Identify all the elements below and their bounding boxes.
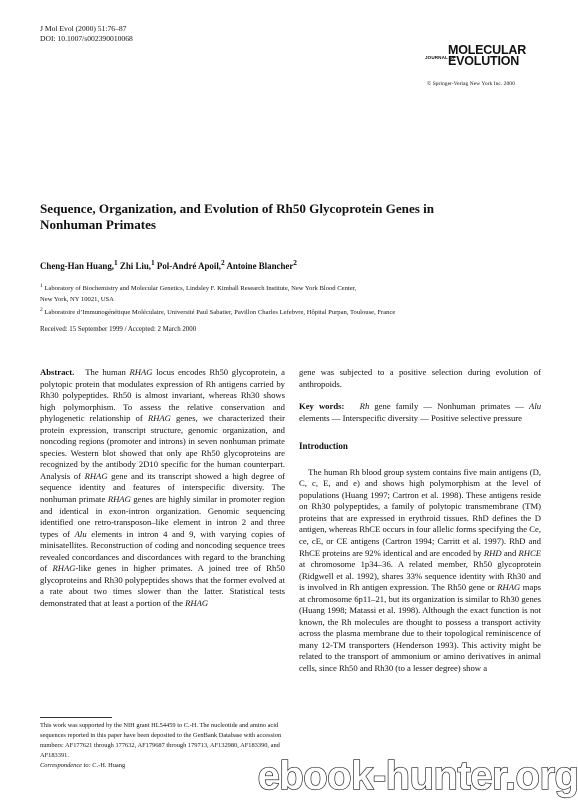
keywords-label: Key words: (299, 401, 345, 412)
intro-text: at chromosome 1p34–36. A related member, Rh50 glycoprotein (Ridgwell et al. 1992), shares 33% sequence identity with Rh30 and is involved in Rh antigen expression. The Rh50 gene or (299, 559, 541, 593)
correspondence-label: Correspondence to: (40, 762, 91, 769)
author-name: Cheng-Han Huang, (40, 260, 114, 271)
gene-name: RHAG (185, 597, 209, 608)
introduction-heading: Introduction (299, 441, 348, 452)
title-line: Nonhuman Primates (40, 217, 157, 232)
gene-name: RHAG (129, 367, 153, 377)
affiliation-marker: 1 (151, 258, 155, 267)
gene-name: RHAG (52, 563, 76, 574)
title-line: Sequence, Organization, and Evolution of Rh50 Glycoprotein Genes in (40, 201, 435, 216)
abstract-label: Abstract. (40, 367, 75, 377)
logo-journal-of: JOURNAL OF (425, 55, 456, 60)
correspondence (40, 761, 286, 771)
logo-word-molecular: MOLECULAR (448, 43, 527, 57)
affiliation-1-cont: New York, NY 10021, USA (40, 296, 114, 304)
footnote-divider (40, 717, 112, 718)
introduction-body (299, 467, 541, 675)
journal-citation (40, 24, 133, 44)
gene-name: RHAG (497, 582, 521, 593)
received-dates: Received: 15 September 1999 / Accepted: 2 March 2000 (40, 326, 197, 333)
funding-note: This work was supported by the NIH grant HL54459 to C.-H. The nucleotide and amino acid sequences reported in this paper have been deposited to the GenBank Database with accession numbers: AF177621 through 177632, AF179687 through 179713, AF132980, AF183390, and AF183391. (40, 722, 282, 759)
abstract (40, 367, 285, 609)
abstract-text: locus encodes Rh50 glycoprotein, a polytopic protein that modulates expression of Rh antigens carried by Rh30 polypeptides. Rh50 is almost invariant, whereas Rh30 shows high polymorphism. To assess the relative conservation and phylogenetic relationship of (40, 367, 285, 424)
right-column (299, 367, 541, 675)
intro-text: The human Rh blood group system contains five main antigens (D, C, c, E, and e) and shows high polymorphism at the level of populations (Huang 1997; Cartron et al. 1998). These antigens reside on Rh30 polypeptides, a family of polytopic transmembrane (TM) proteins that are expressed in erythroid tissues. RhD defines the D antigen, whereas RhCE occurs in four allelic forms specifying the Ce, ce, cE, or CE antigens (Cartron 1994; Carritt et al. 1997). RhD and RhCE proteins are 92% identical and are encoded by (299, 466, 542, 558)
affiliation-marker: 1 (113, 258, 118, 267)
affiliation-marker: 2 (221, 258, 225, 267)
gene-name: RHD (483, 547, 502, 558)
intro-text: maps at chromosome 6p11–21, but its organization is similar to Rh30 genes (Huang 1998; Matassi et al. 1998). Although the exact function is not known, the Rh molecules are thought to possess a transport activity across the plasma membrane due to their topological reminiscence of many 12-TM transporters (Henderson 1993). This activity might be related to the transport of ammonium or amino derivatives in animal cells, since Rh50 and Rh30 (to a lesser degree) show a (299, 582, 541, 674)
logo-word-evolution: EVOLUTION (448, 54, 520, 68)
affiliation-1 (40, 281, 540, 294)
watermark-text: ebook-hunter.org (258, 754, 578, 798)
gene-name: RHAG (107, 494, 131, 505)
abstract-text: genes, we characterized their protein expression, transcript structure, genomic organization, and noncoding regions (promoter and introns) in seven nonhuman primate species. Western blot showed that only ape Rh50 glycoproteins are recognized by the antibody 2D10 specific for the human counterpart. Analysis of (40, 413, 285, 481)
keyword-term: Alu (529, 401, 542, 412)
affiliation-text: Laboratory of Biochemistry and Molecular Genetics, Lindsley F. Kimball Research Institute, New York Blood Center, (44, 285, 357, 293)
affiliation-2 (40, 305, 540, 318)
author-name: Pol-André Apoil, (156, 260, 222, 271)
affiliation-text: Laboratoire d’Immunogénétique Moléculaire, Université Paul Sabatier, Pavillon Charles Lefebvre, Hôpital Purpan, Toulouse, France (44, 309, 396, 317)
abstract-text: genes are highly similar in promoter region and identical in exon-intron organization. Genomic sequencing identified one retro-transposon–like element in intron 2 and three types of (40, 494, 285, 539)
copyright-notice: © Springer-Verlag New York Inc. 2000 (427, 81, 515, 87)
author-name: Zhi Liu, (119, 260, 151, 271)
affiliations (40, 281, 540, 318)
correspondence-name: C.-H. Huang (90, 762, 126, 769)
gene-name: RHAG (147, 413, 171, 424)
keyword-term: Rh (359, 401, 370, 412)
affiliation-marker: 1 (40, 283, 43, 289)
gene-name: RHCE (518, 547, 541, 558)
abstract-text: gene and its transcript showed a high degree of sequence identity and features of interspecific diversity. The nonhuman primate (40, 470, 286, 505)
keywords (299, 401, 541, 424)
watermark (258, 733, 578, 810)
abstract-continuation: gene was subjected to a positive selection during evolution of anthropoids. (299, 367, 541, 389)
author-name: Antoine Blancher (226, 260, 294, 271)
doi-line: DOI: 10.1007/s002390010068 (40, 34, 133, 43)
keywords-text: elements — Interspecific diversity — Positive selective pressure (299, 412, 522, 423)
footnote (40, 721, 286, 771)
article-title (40, 201, 500, 233)
abstract-text: elements in intron 4 and 9, with varying copies of minisatellites. Reconstruction of coding and noncoding sequence trees revealed concordances and discordances with regard to the branching of (40, 528, 285, 574)
intro-text: and (501, 547, 519, 558)
abstract-text: -like genes in higher primates. A joined tree of Rh50 glycoproteins and Rh30 polypeptides shows that the former evolved at a rate about two times slower than the latter. Statistical tests demonstrated that at least a portion of the (40, 563, 285, 608)
keywords-text: gene family — Nonhuman primates — (369, 401, 530, 412)
logo-wordmark (448, 45, 526, 67)
citation-line: J Mol Evol (2000) 51:76–87 (40, 24, 127, 33)
abstract-text: The human (85, 367, 130, 377)
author-list (40, 258, 297, 271)
affiliation-marker: 2 (293, 258, 297, 267)
affiliation-marker: 2 (40, 307, 43, 314)
gene-name: RHAG (84, 470, 108, 481)
element-name: Alu (74, 528, 87, 539)
